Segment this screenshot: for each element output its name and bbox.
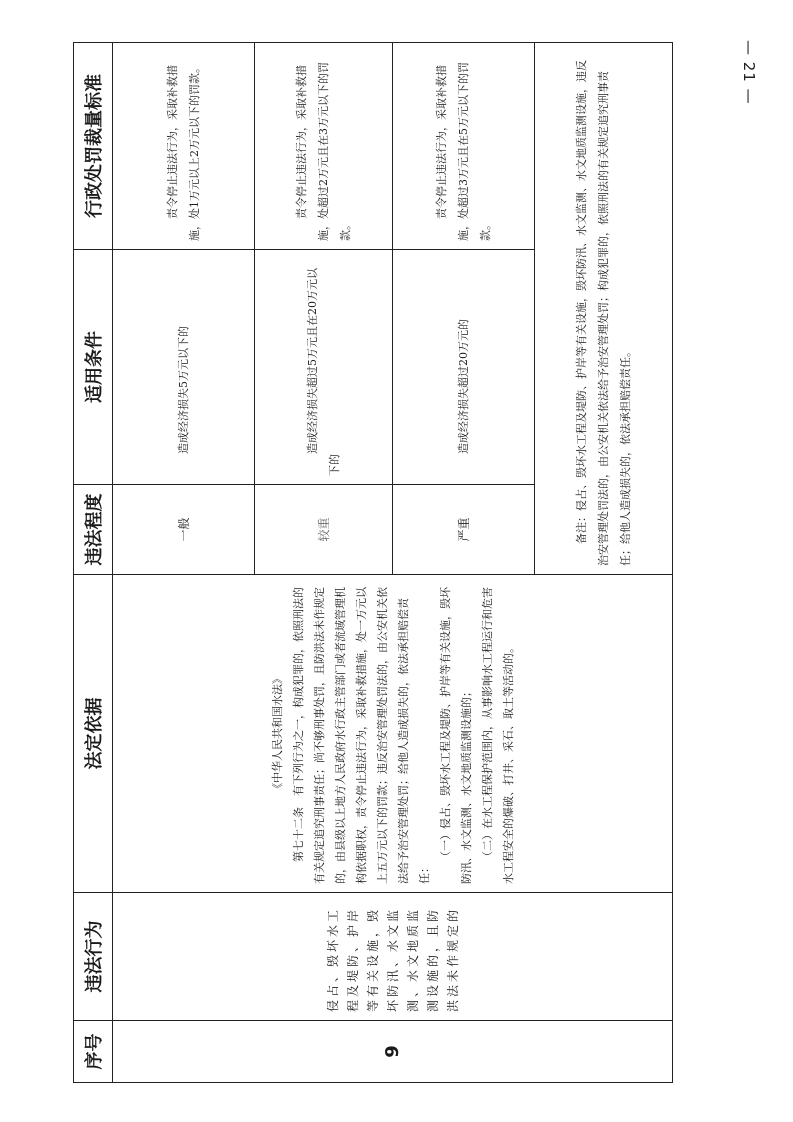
condition-general: 造成经济损失5万元以下的	[113, 250, 255, 485]
header-row	[74, 43, 113, 1083]
header-basis: 法定依据	[74, 575, 113, 893]
penalty-severe: 责令停止违法行为，采取补救措施，处超过3万元且在5万元以下的罚款。	[393, 43, 535, 250]
page-number: — 21 —	[740, 40, 758, 105]
header-seq: 序号	[74, 1021, 113, 1083]
header-act: 违法行为	[74, 893, 113, 1021]
law-item-1: （一）侵占、毁坏水工程及堤防、护岸等有关设施，毁坏防汛、水文监测、水文地质监测设施的；	[438, 587, 473, 884]
condition-serious: 造成经济损失超过5万元且在20万元以下的	[255, 250, 393, 485]
remark: 备注：侵占、毁坏水工程及堤防、护岸等有关设施，毁坏防汛、水文监测、水文地质监测设施，违反治安管理处罚法的，由公安机关依法给予治安管理处罚；构成犯罪的，依照刑法的有关规定追究刑事责任；给他人造成损失的，依法承担赔偿责任。	[535, 43, 673, 575]
header-penalty: 行政处罚裁量标准	[74, 43, 113, 250]
rotated-page	[73, 43, 673, 1083]
law-title: 《中华人民共和国水法》	[270, 673, 284, 794]
degree-general: 一般	[113, 485, 255, 575]
degree-severe: 严重	[393, 485, 535, 575]
penalty-standard-table	[73, 42, 673, 1083]
degree-serious: 较重	[255, 485, 393, 575]
header-degree: 违法程度	[74, 485, 113, 575]
penalty-general: 责令停止违法行为，采取补救措施，处1万元以上2万元以下的罚款。	[113, 43, 255, 250]
law-article: 第七十二条 有下列行为之一，构成犯罪的，依照刑法的有关规定追究刑事责任；尚不够刑事处罚，且防洪法未作规定的，由县级以上地方人民政府水行政主管部门或者流域管理机构依据职权，责令停止违法行为，采取补救措施，处一万元以上五万元以下的罚款；违反治安管理处罚法的，由公安机关依法给予治安管理处罚；给他人造成损失的，依法承担赔偿责任：	[291, 587, 431, 884]
table-row	[113, 43, 255, 1083]
condition-severe: 造成经济损失超过20万元的	[393, 250, 535, 485]
violation-act: 侵占、毁坏水工程及堤防、护岸等有关设施，毁坏防汛、水文监测、水文地质监测设施的，且防洪法未作规定的	[113, 893, 673, 1021]
penalty-serious: 责令停止违法行为，采取补救措施，处超过2万元且在3万元以下的罚款。	[255, 43, 393, 250]
law-item-2: （二）在水工程保护范围内，从事影响水工程运行和危害水工程安全的爆破、打井、采石、取土等活动的。	[480, 587, 515, 884]
row-seq: 9	[113, 1021, 673, 1083]
legal-basis	[113, 575, 673, 893]
header-condition: 适用条件	[74, 250, 113, 485]
